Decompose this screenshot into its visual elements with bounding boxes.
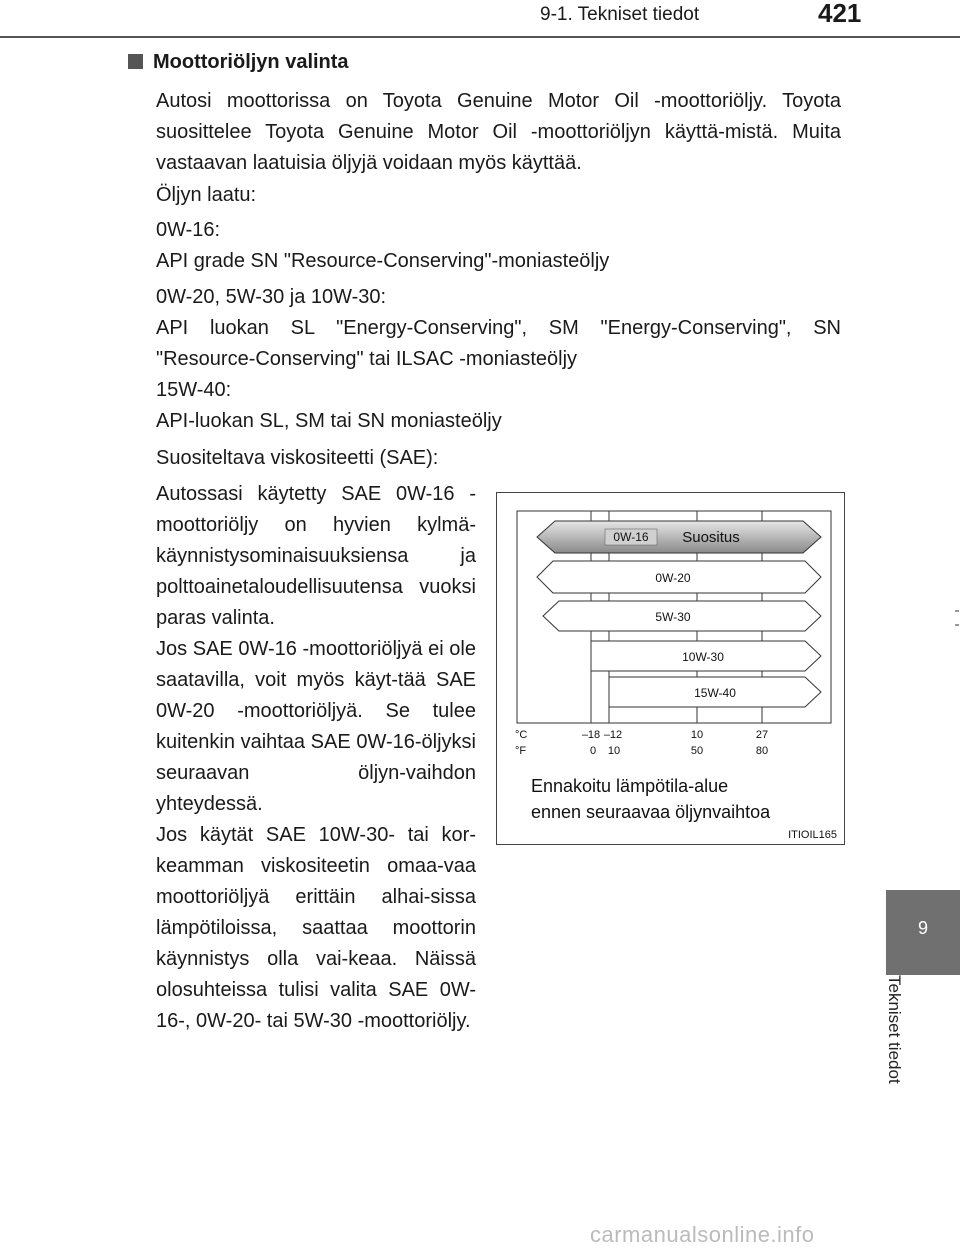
paragraph-recommendation: Autossasi käytetty SAE 0W-16 -moottoriöljy on hyvien kylmä-käynnistysominaisuuksiensa ja polttoainetaloudellisuutensa vuoksi paras valinta.: [156, 483, 476, 629]
section-title: 9-1. Tekniset tiedot: [540, 4, 700, 25]
figure-caption-line2: ennen seuraavaa öljynvaihtoa: [531, 802, 771, 822]
recommended-label: Suositus: [682, 529, 740, 546]
viscosity-figure: [496, 492, 845, 845]
bar-label-0w-16: 0W-16: [613, 530, 649, 544]
bar-label-0w-20: 0W-20: [655, 571, 691, 585]
grade-spec: API grade SN "Resource-Conserving"-moniasteöljy: [156, 250, 610, 272]
margin-mark: [955, 610, 959, 612]
tick-c: –12: [603, 729, 623, 741]
grade-block: [156, 215, 841, 277]
grade-name: 0W-16:: [156, 219, 221, 241]
viscosity-chart: [497, 493, 844, 844]
celsius-unit: °C: [515, 729, 528, 741]
grade-block: [156, 282, 841, 375]
page-number: 421: [818, 0, 862, 28]
figure-caption-line1: Ennakoitu lämpötila-alue: [531, 776, 729, 796]
tick-f: 80: [755, 745, 769, 757]
grade-spec: API luokan SL "Energy-Conserving", SM "Energy-Conserving", SN "Resource-Conserving" tai ILSAC -moniasteöljy: [156, 317, 841, 370]
grade-name: 15W-40:: [156, 379, 232, 401]
tick-f: 50: [690, 745, 704, 757]
grade-name: 0W-20, 5W-30 ja 10W-30:: [156, 286, 387, 308]
paragraph-alternative: Jos SAE 0W-16 -moottoriöljyä ei ole saatavilla, voit myös käyt-tää SAE 0W-20 -moottoriöljyä. Se tulee kuitenkin vaihtaa SAE 0W-16-öljyksi seuraavan öljyn-vaihdon yhteydessä.: [156, 638, 476, 815]
tick-c: –18: [581, 729, 601, 741]
section-heading: [128, 51, 349, 74]
intro-paragraph: Autosi moottorissa on Toyota Genuine Motor Oil -moottoriöljy. Toyota suosittelee Toyota Genuine Motor Oil -moottoriöljyn käyttä-mistä. Muita vastaavan laatuisia öljyjä voidaan myös käyttää.: [156, 90, 841, 174]
tick-f: 0: [589, 745, 597, 757]
viscosity-label: Suositeltava viskositeetti (SAE):: [156, 447, 439, 469]
header-divider: [0, 36, 960, 38]
section-heading-text: Moottoriöljyn valinta: [153, 51, 349, 73]
oil-quality-label: Öljyn laatu:: [156, 184, 257, 206]
tick-c: 10: [690, 729, 704, 741]
bar-label-5w-30: 5W-30: [655, 610, 691, 624]
bar-0w-16: [537, 521, 821, 553]
tick-c: 27: [755, 729, 769, 741]
grade-block: [156, 375, 841, 437]
watermark: carmanualsonline.info: [590, 1222, 815, 1247]
chapter-number: 9: [917, 918, 928, 938]
bar-label-15w-40: 15W-40: [694, 686, 736, 700]
grade-spec: API-luokan SL, SM tai SN moniasteöljy: [156, 410, 502, 432]
margin-mark: [955, 624, 959, 626]
paragraph-cold-start: Jos käytät SAE 10W-30- tai kor-keamman viskositeetin omaa-vaa moottoriöljyä erittäin alhai-sissa lämpötiloissa, saattaa moottorin käynnistys olla vai-keaa. Näissä olosuhteissa tulisi valita SAE 0W-16-, 0W-20- tai 5W-30 -moottoriöljy.: [156, 824, 476, 1032]
chapter-label: Tekniset tiedot: [885, 975, 904, 1084]
tick-f: 10: [607, 745, 621, 757]
square-bullet-icon: [128, 54, 143, 69]
figure-code: ITIOIL165: [788, 829, 837, 841]
bar-label-10w-30: 10W-30: [682, 650, 724, 664]
fahrenheit-unit: °F: [515, 745, 527, 757]
